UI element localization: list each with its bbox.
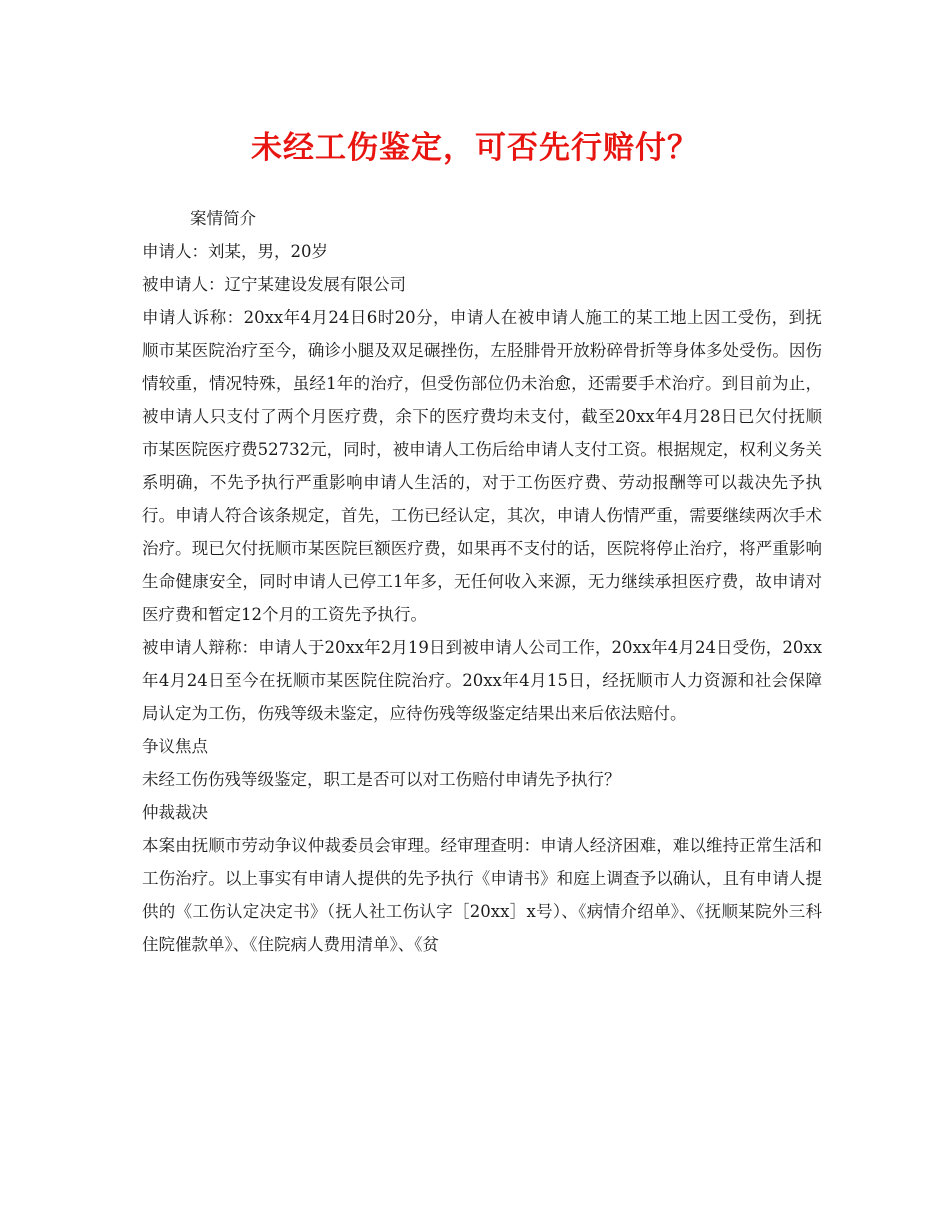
applicant-claim-paragraph: 申请人诉称：20xx年4月24日6时20分，申请人在被申请人施工的某工地上因工受伤，到抚顺市某医院治疗至今，确诊小腿及双足碾挫伤，左胫腓骨开放粉碎骨折等身体多处受伤。因伤情较重，情况特殊，虽经1年的治疗，但受伤部位仍未治愈，还需要手术治疗。到目前为止，被申请人只支付了两个月医疗费，余下的医疗费均未支付，截至20xx年4月28日已欠付抚顺市某医院医疗费52732元，同时，被申请人工伤后给申请人支付工资。根据规定，权利义务关系明确，不先予执行严重影响申请人生活的，对于工伤医疗费、劳动报酬等可以裁决先予执行。申请人符合该条规定，首先，工伤已经认定，其次，申请人伤情严重，需要继续两次手术治疗。现已欠付抚顺市某医院巨额医疗费，如果再不支付的话，医院将停止治疗，将严重影响生命健康安全，同时申请人已停工1年多，无任何收入来源，无力继续承担医疗费，故申请对医疗费和暂定12个月的工资先予执行。 <box>142 308 822 624</box>
section-heading-case-summary: 案情简介 <box>190 209 256 228</box>
applicant-line: 申请人：刘某，男，20岁 <box>142 242 328 261</box>
dispute-focus-question: 未经工伤伤残等级鉴定，职工是否可以对工伤赔付申请先予执行？ <box>142 770 621 789</box>
arbitration-ruling-paragraph: 本案由抚顺市劳动争议仲裁委员会审理。经审理查明：申请人经济困难，难以维持正常生活和工伤治疗。以上事实有申请人提供的先予执行《申请书》和庭上调查予以确认，且有申请人提供的《工伤认定决定书》（抚人社工伤认字［20xx］x号）、《病情介绍单》、《抚顺某院外三科住院催款单》、《住院病人费用清单》、《贫 <box>142 836 822 954</box>
respondent-defense-paragraph: 被申请人辩称：申请人于20xx年2月19日到被申请人公司工作，20xx年4月24日受伤，20xx年4月24日至今在抚顺市某医院住院治疗。20xx年4月15日，经抚顺市人力资源和社会保障局认定为工伤，伤残等级未鉴定，应待伤残等级鉴定结果出来后依法赔付。 <box>142 638 822 723</box>
respondent-line: 被申请人：辽宁某建设发展有限公司 <box>142 275 406 294</box>
section-heading-dispute-focus: 争议焦点 <box>142 737 208 756</box>
section-heading-arbitration-ruling: 仲裁裁决 <box>142 803 208 822</box>
page-title: 未经工伤鉴定，可否先行赔付？ <box>251 130 699 166</box>
document-body <box>142 202 822 961</box>
